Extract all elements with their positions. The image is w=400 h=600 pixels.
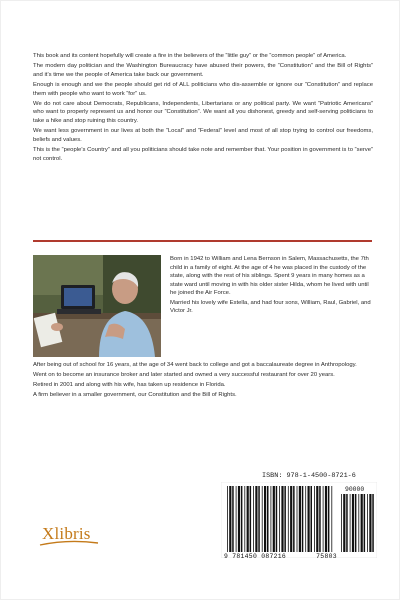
barcode-bar: [250, 486, 252, 552]
publisher-logo-swoosh-icon: [38, 538, 100, 548]
barcode-bar: [247, 486, 249, 552]
barcode-bar: [346, 494, 348, 552]
bio-paragraph: After being out of school for 16 years, at the age of 34 went back to college and got a baccalaureate degree in Anthropology.: [33, 362, 357, 368]
barcode-bar: [232, 486, 234, 552]
blurb-paragraph: This book and its content hopefully will create a fire in the believers of the “little guy” or the “common people” of America.: [33, 53, 347, 59]
barcode-bar: [325, 486, 327, 552]
bio-paragraph: Married his lovely wife Estella, and had four sons, William, Raul, Gabriel, and Victor Jr.: [170, 299, 371, 315]
author-photo: [33, 255, 161, 357]
author-photo-illustration: [33, 255, 161, 357]
barcode-bar: [290, 486, 292, 552]
barcode-bar: [369, 494, 371, 552]
publisher-logo: Xlibris: [42, 524, 91, 543]
blurb-paragraph: We do not care about Democrats, Republicans, Independents, Libertarians or any political party. We want “Patriotic Americans” who want to properly represent us and honor our “Constitution”. We want all you dishonest, greedy and self-serving politicians to take a hike and stop ruining this country.: [33, 100, 373, 124]
barcode-bar: [244, 486, 245, 552]
barcode-bar: [273, 486, 275, 552]
barcode-bar: [331, 486, 332, 552]
barcode-bar: [253, 486, 254, 552]
author-bio-side: [170, 255, 373, 316]
barcode-bar: [279, 486, 280, 552]
barcode-bar: [308, 486, 310, 552]
barcode-bar: [281, 486, 283, 552]
blurb-paragraph: This is the “people’s Country” and all you politicians should take note and remember that. Your position in government is to “serve” not control.: [33, 146, 373, 162]
author-bio-full: [33, 361, 373, 401]
barcode-bar: [255, 486, 257, 552]
blurb-paragraph: We want less government in our lives at both the “Local” and “Federal” level and most of all stop trying to control our freedoms, beliefs and values.: [33, 128, 373, 143]
barcode-bar: [264, 486, 266, 552]
barcode-bar: [271, 486, 272, 552]
back-cover-blurb: [33, 52, 373, 165]
barcode-bar: [299, 486, 301, 552]
barcode-bar: [372, 494, 374, 552]
section-divider: [33, 240, 372, 242]
barcode-bar: [238, 486, 240, 552]
barcode-bar: [258, 486, 260, 552]
barcode-bar: [288, 486, 289, 552]
barcode-bar: [293, 486, 295, 552]
barcode-main-digits: 9 781450 087216: [224, 553, 287, 560]
barcode-bar: [341, 494, 342, 552]
barcode-bar: [361, 494, 363, 552]
barcode-addon-bottom-digits: 75803: [316, 553, 337, 560]
barcode-icon: [221, 482, 377, 558]
barcode-bar: [319, 486, 321, 552]
barcode-bar: [350, 494, 351, 552]
barcode-bar: [262, 486, 263, 552]
barcode-bar: [328, 486, 330, 552]
barcode-digits: [224, 553, 374, 560]
barcode-addon-digits: 90000: [345, 486, 365, 493]
barcode-bar: [355, 494, 357, 552]
barcode-bar: [276, 486, 278, 552]
barcode-bar: [323, 486, 324, 552]
barcode-bar: [241, 486, 243, 552]
bio-paragraph: A firm believer in a smaller government, our Constitution and the Bill of Rights.: [33, 391, 237, 398]
barcode-bar: [302, 486, 304, 552]
barcode-bar: [236, 486, 237, 552]
barcode-bar: [297, 486, 298, 552]
barcode-bar: [229, 486, 231, 552]
barcode-bar: [314, 486, 315, 552]
barcode-bar: [311, 486, 313, 552]
barcode-bar: [367, 494, 368, 552]
barcode-bar: [305, 486, 306, 552]
blurb-paragraph: Enough is enough and we the people should get rid of ALL politicians who dis-assemble or ignore our “Constitution” and replace them with people who want to work “for” us.: [33, 81, 373, 97]
barcode-bar: [364, 494, 366, 552]
blurb-paragraph: The modern day politician and the Washington Bureaucracy have abused their powers, the “Constitution” and the Bill of Rights” and it’s time we the people of America take back our government.: [33, 63, 373, 78]
bio-paragraph: Retired in 2001 and along with his wife, has taken up residence in Florida.: [33, 381, 226, 388]
barcode-bar: [227, 486, 228, 552]
barcode-bar: [343, 494, 345, 552]
barcode-bar: [316, 486, 318, 552]
bio-paragraph: Born in 1942 to William and Lena Bernson in Salem, Massachusetts, the 7th child in a family of eight. At the age of 4 he was placed in the custody of the state, along with the rest of his siblings. Spent 9 years in many homes as a state ward until moving in with his older sister Hilda, whom he lived with until he joined the Air Force.: [170, 256, 369, 297]
bio-paragraph: Went on to become an insurance broker and later started and owned a very successful restaurant for over 20 years.: [33, 371, 335, 378]
barcode-bar: [358, 494, 359, 552]
isbn-label: ISBN: 978-1-4500-8721-6: [262, 472, 356, 480]
barcode-bar: [267, 486, 269, 552]
barcode-bar: [284, 486, 286, 552]
barcode-bar: [352, 494, 354, 552]
